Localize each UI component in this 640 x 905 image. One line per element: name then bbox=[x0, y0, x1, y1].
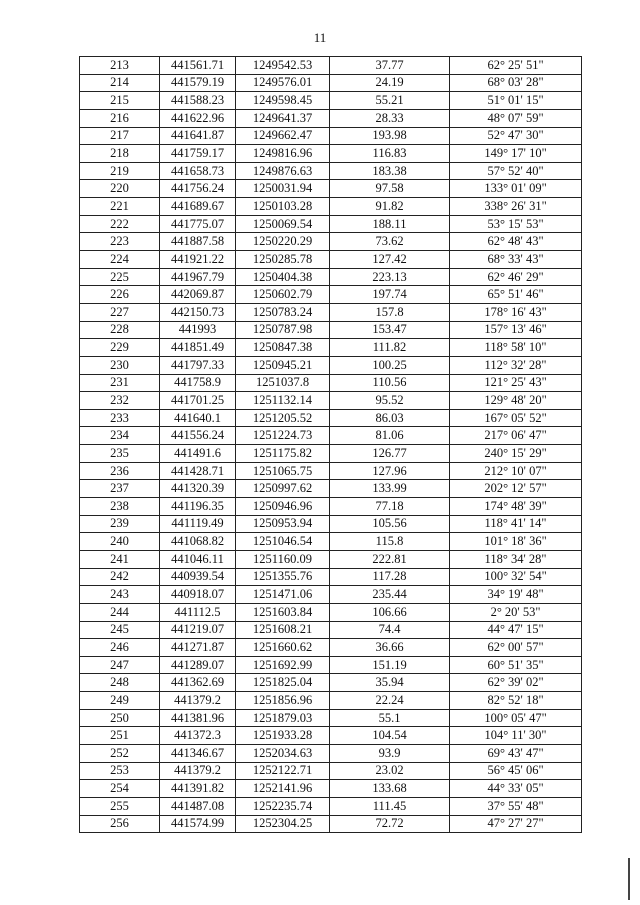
length-cell: 36.66 bbox=[330, 639, 450, 657]
y-coordinate-cell: 1251065.75 bbox=[236, 462, 330, 480]
x-coordinate-cell: 441320.39 bbox=[160, 480, 236, 498]
bearing-cell: 101° 18' 36" bbox=[450, 533, 582, 551]
y-coordinate-cell: 1250783.24 bbox=[236, 303, 330, 321]
bearing-cell: 62° 46' 29" bbox=[450, 268, 582, 286]
x-coordinate-cell: 441967.79 bbox=[160, 268, 236, 286]
point-number-cell: 247 bbox=[80, 656, 160, 674]
length-cell: 153.47 bbox=[330, 321, 450, 339]
point-number-cell: 220 bbox=[80, 180, 160, 198]
table-row bbox=[80, 744, 582, 762]
length-cell: 127.96 bbox=[330, 462, 450, 480]
bearing-cell: 62° 39' 02" bbox=[450, 674, 582, 692]
x-coordinate-cell: 440939.54 bbox=[160, 568, 236, 586]
y-coordinate-cell: 1250602.79 bbox=[236, 286, 330, 304]
length-cell: 183.38 bbox=[330, 162, 450, 180]
point-number-cell: 213 bbox=[80, 57, 160, 75]
table-row bbox=[80, 462, 582, 480]
table-row bbox=[80, 603, 582, 621]
bearing-cell: 202° 12' 57" bbox=[450, 480, 582, 498]
y-coordinate-cell: 1251132.14 bbox=[236, 392, 330, 410]
bearing-cell: 44° 33' 05" bbox=[450, 780, 582, 798]
y-coordinate-cell: 1252034.63 bbox=[236, 744, 330, 762]
point-number-cell: 243 bbox=[80, 586, 160, 604]
bearing-cell: 212° 10' 07" bbox=[450, 462, 582, 480]
x-coordinate-cell: 441759.17 bbox=[160, 145, 236, 163]
x-coordinate-cell: 441588.23 bbox=[160, 92, 236, 110]
table-row bbox=[80, 145, 582, 163]
bearing-cell: 129° 48' 20" bbox=[450, 392, 582, 410]
y-coordinate-cell: 1249542.53 bbox=[236, 57, 330, 75]
table-row bbox=[80, 692, 582, 710]
table-row bbox=[80, 233, 582, 251]
point-number-cell: 233 bbox=[80, 409, 160, 427]
x-coordinate-cell: 441346.67 bbox=[160, 744, 236, 762]
length-cell: 133.68 bbox=[330, 780, 450, 798]
x-coordinate-cell: 441372.3 bbox=[160, 727, 236, 745]
y-coordinate-cell: 1249576.01 bbox=[236, 74, 330, 92]
bearing-cell: 53° 15' 53" bbox=[450, 215, 582, 233]
y-coordinate-cell: 1251856.96 bbox=[236, 692, 330, 710]
point-number-cell: 236 bbox=[80, 462, 160, 480]
y-coordinate-cell: 1250946.96 bbox=[236, 498, 330, 516]
x-coordinate-cell: 441119.49 bbox=[160, 515, 236, 533]
bearing-cell: 62° 00' 57" bbox=[450, 639, 582, 657]
point-number-cell: 235 bbox=[80, 445, 160, 463]
point-number-cell: 214 bbox=[80, 74, 160, 92]
y-coordinate-cell: 1250787.98 bbox=[236, 321, 330, 339]
y-coordinate-cell: 1251160.09 bbox=[236, 550, 330, 568]
x-coordinate-cell: 441379.2 bbox=[160, 692, 236, 710]
point-number-cell: 221 bbox=[80, 198, 160, 216]
bearing-cell: 57° 52' 40" bbox=[450, 162, 582, 180]
y-coordinate-cell: 1250945.21 bbox=[236, 356, 330, 374]
point-number-cell: 254 bbox=[80, 780, 160, 798]
bearing-cell: 62° 48' 43" bbox=[450, 233, 582, 251]
scan-edge-mark bbox=[628, 858, 630, 900]
table-row bbox=[80, 251, 582, 269]
y-coordinate-cell: 1250220.29 bbox=[236, 233, 330, 251]
y-coordinate-cell: 1250997.62 bbox=[236, 480, 330, 498]
y-coordinate-cell: 1251825.04 bbox=[236, 674, 330, 692]
x-coordinate-cell: 441574.99 bbox=[160, 815, 236, 833]
bearing-cell: 51° 01' 15" bbox=[450, 92, 582, 110]
y-coordinate-cell: 1250103.28 bbox=[236, 198, 330, 216]
y-coordinate-cell: 1251608.21 bbox=[236, 621, 330, 639]
length-cell: 35.94 bbox=[330, 674, 450, 692]
table-row bbox=[80, 445, 582, 463]
point-number-cell: 217 bbox=[80, 127, 160, 145]
length-cell: 86.03 bbox=[330, 409, 450, 427]
table-row bbox=[80, 780, 582, 798]
point-number-cell: 225 bbox=[80, 268, 160, 286]
length-cell: 222.81 bbox=[330, 550, 450, 568]
length-cell: 81.06 bbox=[330, 427, 450, 445]
table-row bbox=[80, 392, 582, 410]
bearing-cell: 118° 41' 14" bbox=[450, 515, 582, 533]
bearing-cell: 118° 58' 10" bbox=[450, 339, 582, 357]
point-number-cell: 228 bbox=[80, 321, 160, 339]
table-row bbox=[80, 550, 582, 568]
bearing-cell: 240° 15' 29" bbox=[450, 445, 582, 463]
x-coordinate-cell: 441271.87 bbox=[160, 639, 236, 657]
x-coordinate-cell: 441491.6 bbox=[160, 445, 236, 463]
y-coordinate-cell: 1251603.84 bbox=[236, 603, 330, 621]
y-coordinate-cell: 1251175.82 bbox=[236, 445, 330, 463]
table-row bbox=[80, 321, 582, 339]
point-number-cell: 232 bbox=[80, 392, 160, 410]
table-row bbox=[80, 180, 582, 198]
bearing-cell: 52° 47' 30" bbox=[450, 127, 582, 145]
table-row bbox=[80, 268, 582, 286]
length-cell: 23.02 bbox=[330, 762, 450, 780]
length-cell: 100.25 bbox=[330, 356, 450, 374]
point-number-cell: 215 bbox=[80, 92, 160, 110]
y-coordinate-cell: 1250847.38 bbox=[236, 339, 330, 357]
bearing-cell: 100° 05' 47" bbox=[450, 709, 582, 727]
point-number-cell: 255 bbox=[80, 797, 160, 815]
point-number-cell: 222 bbox=[80, 215, 160, 233]
length-cell: 22.24 bbox=[330, 692, 450, 710]
x-coordinate-cell: 441068.82 bbox=[160, 533, 236, 551]
point-number-cell: 231 bbox=[80, 374, 160, 392]
x-coordinate-cell: 441921.22 bbox=[160, 251, 236, 269]
length-cell: 104.54 bbox=[330, 727, 450, 745]
table-row bbox=[80, 215, 582, 233]
point-number-cell: 240 bbox=[80, 533, 160, 551]
bearing-cell: 62° 25' 51" bbox=[450, 57, 582, 75]
length-cell: 110.56 bbox=[330, 374, 450, 392]
bearing-cell: 34° 19' 48" bbox=[450, 586, 582, 604]
y-coordinate-cell: 1251692.99 bbox=[236, 656, 330, 674]
table-body bbox=[80, 57, 582, 833]
y-coordinate-cell: 1250069.54 bbox=[236, 215, 330, 233]
table-row bbox=[80, 515, 582, 533]
table-row bbox=[80, 727, 582, 745]
y-coordinate-cell: 1251471.06 bbox=[236, 586, 330, 604]
length-cell: 193.98 bbox=[330, 127, 450, 145]
point-number-cell: 219 bbox=[80, 162, 160, 180]
x-coordinate-cell: 442069.87 bbox=[160, 286, 236, 304]
point-number-cell: 251 bbox=[80, 727, 160, 745]
table-row bbox=[80, 427, 582, 445]
y-coordinate-cell: 1251046.54 bbox=[236, 533, 330, 551]
table-row bbox=[80, 109, 582, 127]
table-row bbox=[80, 74, 582, 92]
length-cell: 106.66 bbox=[330, 603, 450, 621]
y-coordinate-cell: 1251660.62 bbox=[236, 639, 330, 657]
y-coordinate-cell: 1251205.52 bbox=[236, 409, 330, 427]
point-number-cell: 252 bbox=[80, 744, 160, 762]
bearing-cell: 217° 06' 47" bbox=[450, 427, 582, 445]
table-row bbox=[80, 374, 582, 392]
point-number-cell: 227 bbox=[80, 303, 160, 321]
point-number-cell: 244 bbox=[80, 603, 160, 621]
length-cell: 117.28 bbox=[330, 568, 450, 586]
x-coordinate-cell: 441219.07 bbox=[160, 621, 236, 639]
x-coordinate-cell: 441428.71 bbox=[160, 462, 236, 480]
length-cell: 28.33 bbox=[330, 109, 450, 127]
x-coordinate-cell: 441701.25 bbox=[160, 392, 236, 410]
y-coordinate-cell: 1249876.63 bbox=[236, 162, 330, 180]
table-row bbox=[80, 480, 582, 498]
table-row bbox=[80, 127, 582, 145]
bearing-cell: 44° 47' 15" bbox=[450, 621, 582, 639]
length-cell: 188.11 bbox=[330, 215, 450, 233]
x-coordinate-cell: 441797.33 bbox=[160, 356, 236, 374]
table-row bbox=[80, 303, 582, 321]
table-row bbox=[80, 621, 582, 639]
bearing-cell: 100° 32' 54" bbox=[450, 568, 582, 586]
y-coordinate-cell: 1251224.73 bbox=[236, 427, 330, 445]
length-cell: 72.72 bbox=[330, 815, 450, 833]
x-coordinate-cell: 441758.9 bbox=[160, 374, 236, 392]
length-cell: 91.82 bbox=[330, 198, 450, 216]
bearing-cell: 104° 11' 30" bbox=[450, 727, 582, 745]
y-coordinate-cell: 1252235.74 bbox=[236, 797, 330, 815]
point-number-cell: 230 bbox=[80, 356, 160, 374]
table-row bbox=[80, 762, 582, 780]
x-coordinate-cell: 441851.49 bbox=[160, 339, 236, 357]
length-cell: 73.62 bbox=[330, 233, 450, 251]
table-row bbox=[80, 586, 582, 604]
x-coordinate-cell: 441775.07 bbox=[160, 215, 236, 233]
point-number-cell: 223 bbox=[80, 233, 160, 251]
y-coordinate-cell: 1251879.03 bbox=[236, 709, 330, 727]
point-number-cell: 242 bbox=[80, 568, 160, 586]
x-coordinate-cell: 441362.69 bbox=[160, 674, 236, 692]
point-number-cell: 229 bbox=[80, 339, 160, 357]
point-number-cell: 250 bbox=[80, 709, 160, 727]
length-cell: 111.82 bbox=[330, 339, 450, 357]
y-coordinate-cell: 1251933.28 bbox=[236, 727, 330, 745]
x-coordinate-cell: 441579.19 bbox=[160, 74, 236, 92]
table-row bbox=[80, 568, 582, 586]
x-coordinate-cell: 440918.07 bbox=[160, 586, 236, 604]
table-row bbox=[80, 339, 582, 357]
bearing-cell: 174° 48' 39" bbox=[450, 498, 582, 516]
bearing-cell: 60° 51' 35" bbox=[450, 656, 582, 674]
x-coordinate-cell: 441289.07 bbox=[160, 656, 236, 674]
bearing-cell: 48° 07' 59" bbox=[450, 109, 582, 127]
length-cell: 77.18 bbox=[330, 498, 450, 516]
length-cell: 151.19 bbox=[330, 656, 450, 674]
length-cell: 55.1 bbox=[330, 709, 450, 727]
table-row bbox=[80, 409, 582, 427]
x-coordinate-cell: 441046.11 bbox=[160, 550, 236, 568]
bearing-cell: 47° 27' 27" bbox=[450, 815, 582, 833]
table-row bbox=[80, 639, 582, 657]
length-cell: 95.52 bbox=[330, 392, 450, 410]
table-row bbox=[80, 709, 582, 727]
point-number-cell: 245 bbox=[80, 621, 160, 639]
length-cell: 55.21 bbox=[330, 92, 450, 110]
length-cell: 37.77 bbox=[330, 57, 450, 75]
bearing-cell: 68° 03' 28" bbox=[450, 74, 582, 92]
y-coordinate-cell: 1250404.38 bbox=[236, 268, 330, 286]
bearing-cell: 121° 25' 43" bbox=[450, 374, 582, 392]
point-number-cell: 256 bbox=[80, 815, 160, 833]
x-coordinate-cell: 441640.1 bbox=[160, 409, 236, 427]
bearing-cell: 133° 01' 09" bbox=[450, 180, 582, 198]
x-coordinate-cell: 441689.67 bbox=[160, 198, 236, 216]
y-coordinate-cell: 1249641.37 bbox=[236, 109, 330, 127]
table-row bbox=[80, 198, 582, 216]
table-row bbox=[80, 162, 582, 180]
length-cell: 197.74 bbox=[330, 286, 450, 304]
table-row bbox=[80, 92, 582, 110]
y-coordinate-cell: 1250285.78 bbox=[236, 251, 330, 269]
bearing-cell: 68° 33' 43" bbox=[450, 251, 582, 269]
point-number-cell: 253 bbox=[80, 762, 160, 780]
table-row bbox=[80, 498, 582, 516]
y-coordinate-cell: 1252122.71 bbox=[236, 762, 330, 780]
table-row bbox=[80, 674, 582, 692]
x-coordinate-cell: 441658.73 bbox=[160, 162, 236, 180]
bearing-cell: 167° 05' 52" bbox=[450, 409, 582, 427]
y-coordinate-cell: 1250031.94 bbox=[236, 180, 330, 198]
bearing-cell: 2° 20' 53" bbox=[450, 603, 582, 621]
length-cell: 111.45 bbox=[330, 797, 450, 815]
x-coordinate-cell: 441887.58 bbox=[160, 233, 236, 251]
x-coordinate-cell: 441379.2 bbox=[160, 762, 236, 780]
y-coordinate-cell: 1251037.8 bbox=[236, 374, 330, 392]
point-number-cell: 246 bbox=[80, 639, 160, 657]
x-coordinate-cell: 441556.24 bbox=[160, 427, 236, 445]
point-number-cell: 238 bbox=[80, 498, 160, 516]
x-coordinate-cell: 441993 bbox=[160, 321, 236, 339]
length-cell: 93.9 bbox=[330, 744, 450, 762]
table-row bbox=[80, 57, 582, 75]
table-row bbox=[80, 656, 582, 674]
length-cell: 105.56 bbox=[330, 515, 450, 533]
length-cell: 157.8 bbox=[330, 303, 450, 321]
length-cell: 223.13 bbox=[330, 268, 450, 286]
y-coordinate-cell: 1249816.96 bbox=[236, 145, 330, 163]
length-cell: 127.42 bbox=[330, 251, 450, 269]
bearing-cell: 178° 16' 43" bbox=[450, 303, 582, 321]
length-cell: 24.19 bbox=[330, 74, 450, 92]
point-number-cell: 218 bbox=[80, 145, 160, 163]
x-coordinate-cell: 441561.71 bbox=[160, 57, 236, 75]
bearing-cell: 82° 52' 18" bbox=[450, 692, 582, 710]
y-coordinate-cell: 1249662.47 bbox=[236, 127, 330, 145]
bearing-cell: 65° 51' 46" bbox=[450, 286, 582, 304]
point-number-cell: 234 bbox=[80, 427, 160, 445]
point-number-cell: 216 bbox=[80, 109, 160, 127]
coordinates-table bbox=[79, 56, 582, 833]
length-cell: 97.58 bbox=[330, 180, 450, 198]
table-row bbox=[80, 533, 582, 551]
point-number-cell: 226 bbox=[80, 286, 160, 304]
table-row bbox=[80, 815, 582, 833]
length-cell: 235.44 bbox=[330, 586, 450, 604]
bearing-cell: 149° 17' 10" bbox=[450, 145, 582, 163]
bearing-cell: 112° 32' 28" bbox=[450, 356, 582, 374]
length-cell: 116.83 bbox=[330, 145, 450, 163]
x-coordinate-cell: 441756.24 bbox=[160, 180, 236, 198]
point-number-cell: 239 bbox=[80, 515, 160, 533]
length-cell: 133.99 bbox=[330, 480, 450, 498]
x-coordinate-cell: 441622.96 bbox=[160, 109, 236, 127]
bearing-cell: 56° 45' 06" bbox=[450, 762, 582, 780]
x-coordinate-cell: 441381.96 bbox=[160, 709, 236, 727]
point-number-cell: 248 bbox=[80, 674, 160, 692]
point-number-cell: 241 bbox=[80, 550, 160, 568]
bearing-cell: 118° 34' 28" bbox=[450, 550, 582, 568]
x-coordinate-cell: 441487.08 bbox=[160, 797, 236, 815]
length-cell: 115.8 bbox=[330, 533, 450, 551]
x-coordinate-cell: 441641.87 bbox=[160, 127, 236, 145]
y-coordinate-cell: 1250953.94 bbox=[236, 515, 330, 533]
y-coordinate-cell: 1252141.96 bbox=[236, 780, 330, 798]
y-coordinate-cell: 1249598.45 bbox=[236, 92, 330, 110]
table-row bbox=[80, 356, 582, 374]
point-number-cell: 237 bbox=[80, 480, 160, 498]
y-coordinate-cell: 1251355.76 bbox=[236, 568, 330, 586]
bearing-cell: 37° 55' 48" bbox=[450, 797, 582, 815]
bearing-cell: 69° 43' 47" bbox=[450, 744, 582, 762]
length-cell: 74.4 bbox=[330, 621, 450, 639]
table-row bbox=[80, 797, 582, 815]
point-number-cell: 224 bbox=[80, 251, 160, 269]
y-coordinate-cell: 1252304.25 bbox=[236, 815, 330, 833]
point-number-cell: 249 bbox=[80, 692, 160, 710]
x-coordinate-cell: 441196.35 bbox=[160, 498, 236, 516]
x-coordinate-cell: 441112.5 bbox=[160, 603, 236, 621]
page-number: 11 bbox=[313, 30, 327, 45]
x-coordinate-cell: 441391.82 bbox=[160, 780, 236, 798]
x-coordinate-cell: 442150.73 bbox=[160, 303, 236, 321]
length-cell: 126.77 bbox=[330, 445, 450, 463]
bearing-cell: 338° 26' 31" bbox=[450, 198, 582, 216]
table-row bbox=[80, 286, 582, 304]
bearing-cell: 157° 13' 46" bbox=[450, 321, 582, 339]
